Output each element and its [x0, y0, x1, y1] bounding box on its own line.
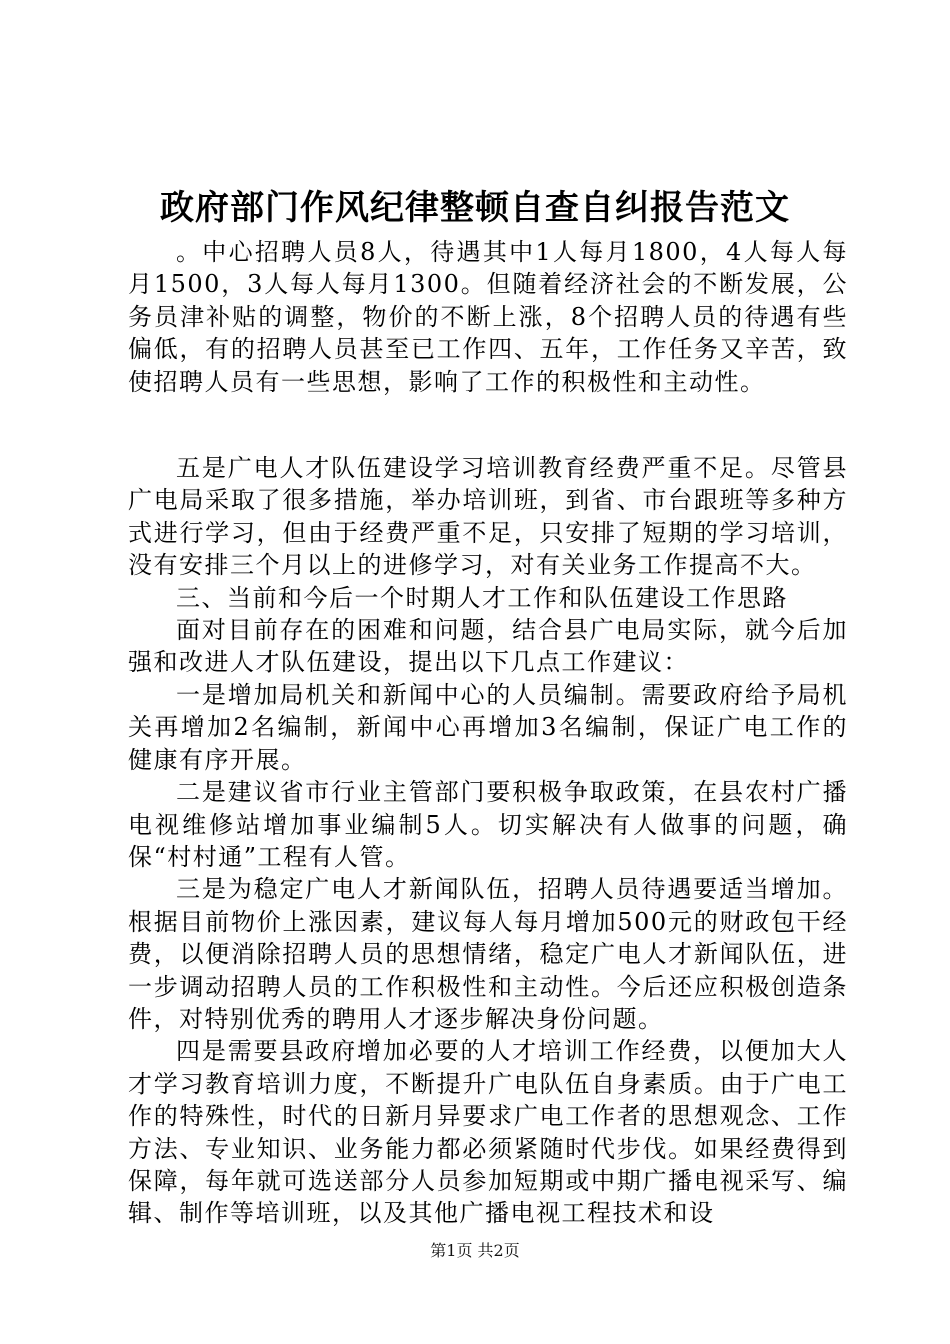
document-body — [128, 236, 848, 1230]
paragraph-suggestion-one: 一是增加局机关和新闻中心的人员编制。需要政府给予局机关再增加2名编制，新闻中心再增加3名编制，保证广电工作的健康有序开展。 — [128, 680, 848, 774]
paragraph-training-funds: 五是广电人才队伍建设学习培训教育经费严重不足。尽管县广电局采取了很多措施，举办培训班，到省、市台跟班等多种方式进行学习，但由于经费严重不足，只安排了短期的学习培训，没有安排三个月以上的进修学习，对有关业务工作提高不大。 — [128, 454, 848, 580]
paragraph-suggestions-intro: 面对目前存在的困难和问题，结合县广电局实际，就今后加强和改进人才队伍建设，提出以下几点工作建议： — [128, 616, 848, 677]
paragraph-suggestion-two: 二是建议省市行业主管部门要积极争取政策，在县农村广播电视维修站增加事业编制5人。切实解决有人做事的问题，确保“村村通”工程有人管。 — [128, 778, 848, 871]
section-heading-work-ideas: 三、当前和今后一个时期人才工作和队伍建设工作思路 — [176, 583, 788, 612]
paragraph-suggestion-three: 三是为稳定广电人才新闻队伍，招聘人员待遇要适当增加。根据目前物价上涨因素，建议每人每月增加500元的财政包干经费，以便消除招聘人员的思想情绪，稳定广电人才新闻队伍，进一步调动招聘人员的工作积极性和主动性。今后还应积极创造条件，对特别优秀的聘用人才逐步解决身份问题。 — [128, 875, 848, 1033]
document-title: 政府部门作风纪律整顿自查自纠报告范文 — [160, 188, 790, 228]
paragraph-suggestion-four: 四是需要县政府增加必要的人才培训工作经费，以便加大人才学习教育培训力度，不断提升广电队伍自身素质。由于广电工作的特殊性，时代的日新月异要求广电工作者的思想观念、工作方法、专业知识、业务能力都必须紧随时代步伐。如果经费得到保障，每年就可选送部分人员参加短期或中期广播电视采写、编辑、制作等培训班，以及其他广播电视工程技术和设 — [128, 1037, 848, 1228]
paragraph-staff-salary: 。中心招聘人员8人，待遇其中1人每月1800，4人每人每月1500，3人每人每月1300。但随着经济社会的不断发展，公务员津补贴的调整，物价的不断上涨，8个招聘人员的待遇有些偏低，有的招聘人员甚至已工作四、五年，工作任务又辛苦，致使招聘人员有一些思想，影响了工作的积极性和主动性。 — [128, 238, 848, 396]
page-number-footer: 第1页 共2页 — [430, 1241, 520, 1260]
